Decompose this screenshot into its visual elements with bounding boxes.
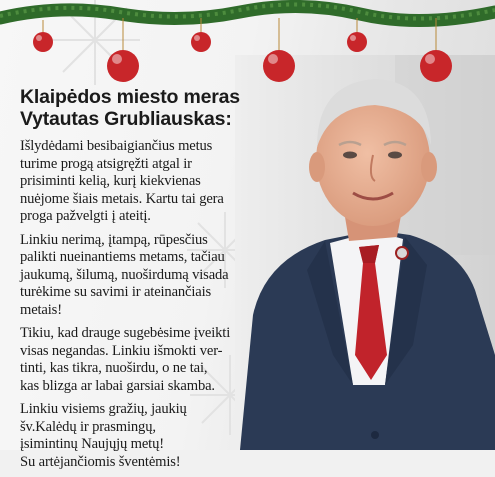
ornament-icon (191, 32, 211, 52)
text-line: turime progą atsigręžti atgal ir (20, 155, 192, 172)
greeting-heading (20, 86, 268, 130)
paragraph-2 (20, 232, 268, 320)
heading-line: Vytautas Grubliauskas: (20, 108, 232, 130)
ornament-icon (420, 50, 452, 82)
text-line: kas blizga ar labai garsiai skamba. (20, 377, 215, 394)
text-line: prisiminti kelią, kurį kiekvienas (20, 173, 201, 189)
mayor-portrait (235, 55, 495, 450)
text-line: šv.Kalėdų ir prasmingų, (20, 418, 156, 435)
ornament-icon (33, 32, 53, 52)
paragraph-3 (20, 325, 268, 395)
text-line: jaukumą, šilumą, nuoširdumą visada (20, 266, 229, 283)
text-line: nuėjome šiais metais. Kartu tai gera (20, 190, 224, 207)
text-line: Su artėjančiomis šventėmis! (20, 453, 181, 470)
greeting-text-block (20, 86, 268, 477)
text-line: proga pažvelgti į ateitį. (20, 208, 151, 224)
text-line: Linkiu visiems gražių, jaukių (20, 401, 187, 417)
ornament-icon (107, 50, 139, 82)
ornament-icon (347, 32, 367, 52)
text-line: metais! (20, 301, 62, 318)
text-line: įsimintinų Naujųjų metų! (20, 436, 164, 452)
text-line: visas negandas. Linkiu išmokti ver- (20, 342, 223, 359)
heading-line: Klaipėdos miesto meras (20, 86, 240, 108)
text-line: Linkiu nerimą, įtampą, rūpesčius (20, 231, 208, 248)
text-line: tinti, kas tikra, nuoširdu, o ne tai, (20, 360, 208, 376)
text-line: Tikiu, kad drauge sugebėsime įveikti (20, 325, 231, 341)
paragraph-4 (20, 401, 268, 471)
text-line: Išlydėdami besibaigiančius metus (20, 138, 213, 154)
christmas-garland (0, 0, 495, 90)
ornament-icon (263, 50, 295, 82)
paragraph-1 (20, 138, 268, 226)
text-line: palikti nueinantiems metams, tačiau (20, 249, 225, 265)
text-line: turėkime su savimi ir ateinančiais (20, 284, 212, 300)
